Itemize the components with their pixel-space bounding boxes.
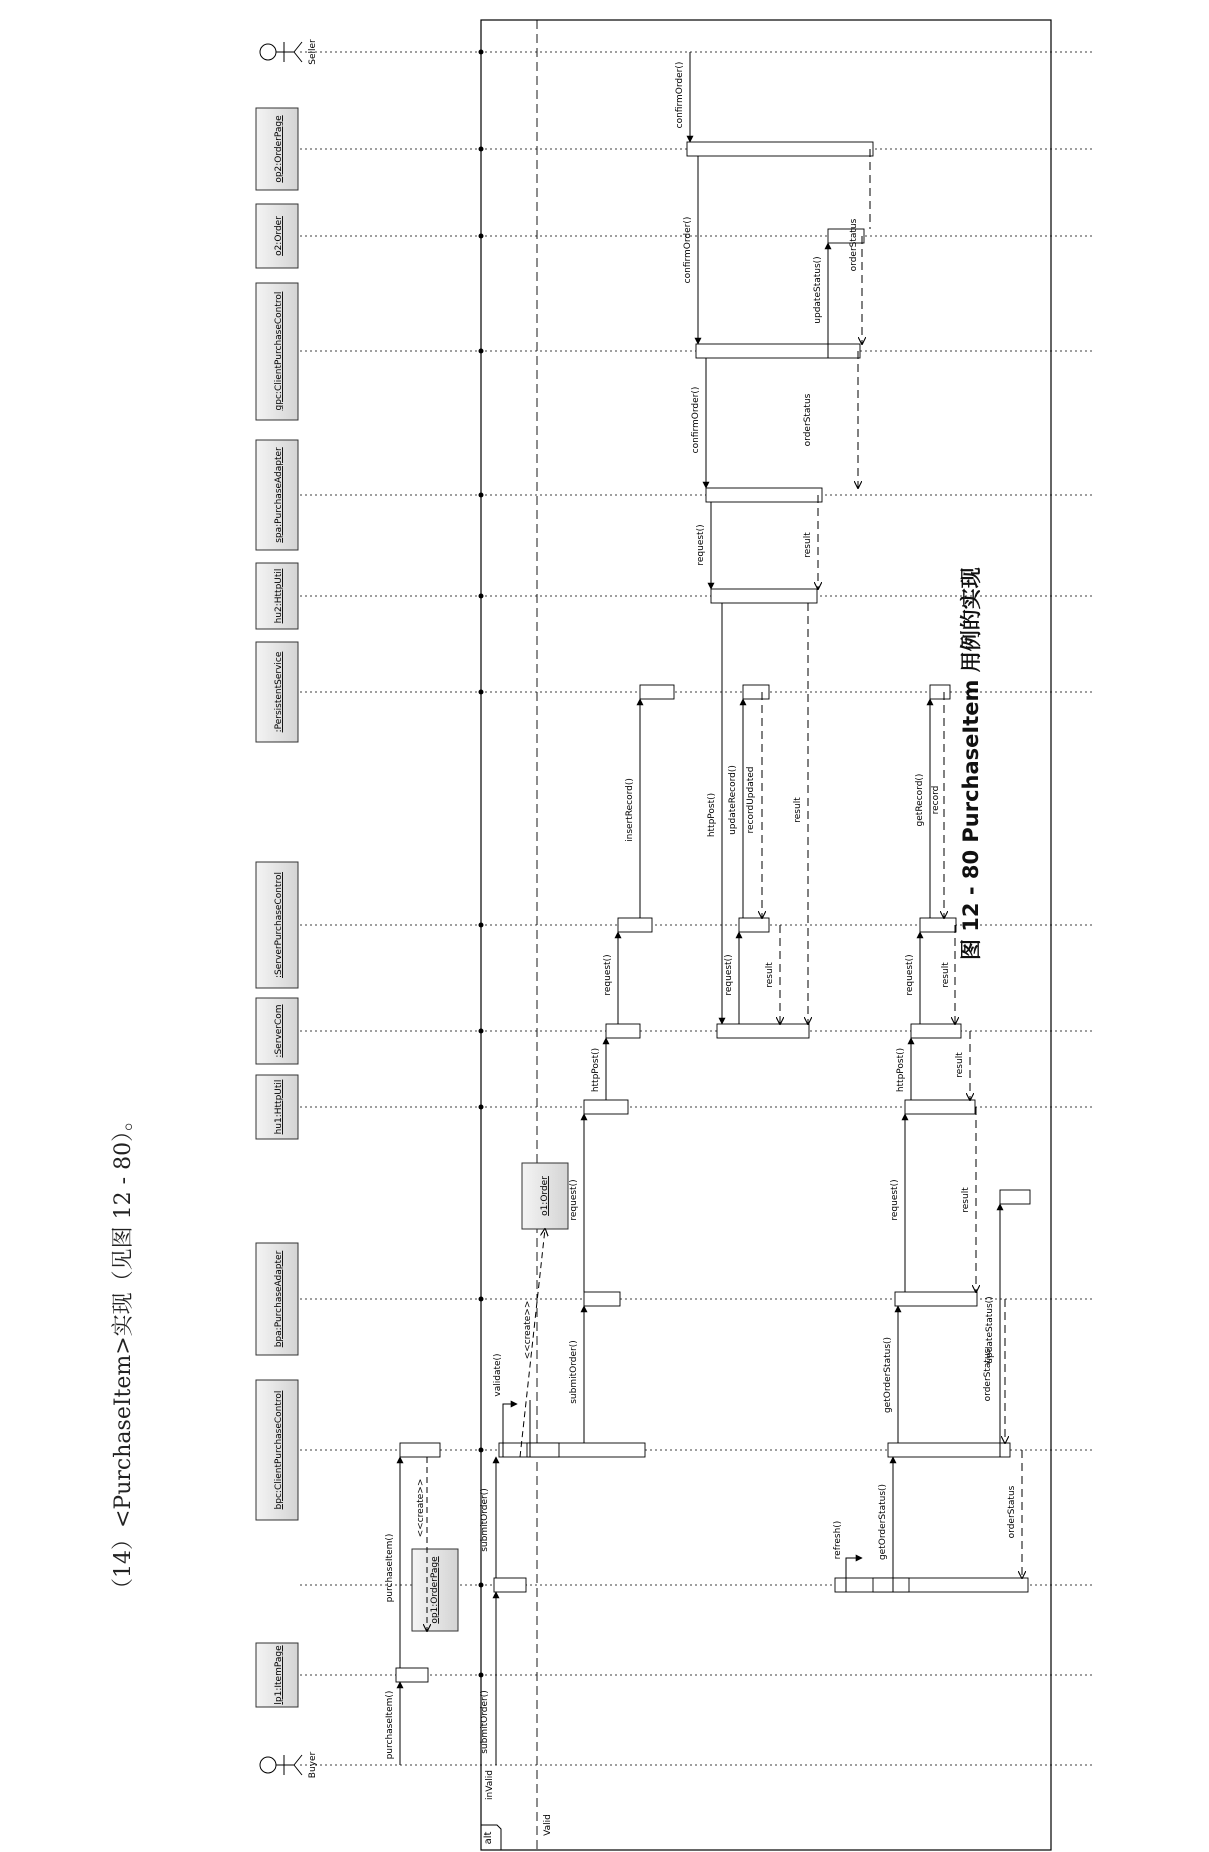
lifeline-op2: [256, 108, 298, 190]
alt-operator: alt: [483, 1831, 494, 1845]
lifeline-bpc: [256, 1380, 298, 1520]
lifeline-hu1: [256, 1075, 298, 1139]
call-messages: [400, 52, 1000, 1765]
msg-order-status-3: orderStatus: [983, 1348, 993, 1402]
msg-confirm-order-3: confirmOrder(): [691, 386, 701, 454]
msg-insert-record: insertRecord(): [625, 778, 635, 842]
activation-bars: [396, 142, 1030, 1682]
msg-submit-order-2: submitOrder(): [480, 1488, 490, 1552]
msg-create-2: <<create>>: [523, 1300, 533, 1360]
msg-order-status-2: orderStatus: [849, 218, 859, 272]
figure-title: 图 12 - 80 PurchaseItem 用例的实现: [959, 567, 983, 960]
actor-buyer-label: Buyer: [308, 1751, 318, 1779]
msg-request-2: request(): [603, 954, 613, 996]
msg-validate: validate(): [493, 1353, 503, 1397]
lifeline-hu2: [256, 563, 298, 629]
lifeline-bpa: [256, 1243, 298, 1355]
msg-order-status-1: orderStatus: [803, 393, 813, 447]
msg-result-2: result: [793, 797, 803, 823]
msg-record-updated: recordUpdated: [746, 766, 756, 834]
msg-confirm-order-1: confirmOrder(): [675, 61, 685, 129]
msg-result-4: result: [941, 962, 951, 988]
msg-http-post-1: httpPost(): [591, 1047, 601, 1093]
msg-update-record: updateRecord(): [728, 765, 738, 835]
msg-get-order-status-2: getOrderStatus(): [883, 1336, 893, 1414]
msg-request-6: request(): [905, 954, 915, 996]
msg-request-4: request(): [724, 954, 734, 996]
msg-order-status-4: orderStatus: [1007, 1485, 1017, 1539]
section-heading: （14）<PurchaseItem>实现（见图 12 - 80）。: [111, 1108, 136, 1600]
lifeline-itempage: [256, 1643, 298, 1707]
lifeline-hu2-label: hu2:HttpUtil: [274, 568, 284, 624]
msg-submit-order-3: submitOrder(): [569, 1340, 579, 1404]
lifeline-persistent: [256, 642, 298, 742]
lifeline-spc: [256, 862, 298, 988]
actor-seller: [260, 39, 318, 65]
lifeline-o2: [256, 204, 298, 268]
msg-update-status-2: updateStatus(): [985, 1296, 995, 1364]
msg-request-1: request(): [569, 1179, 579, 1221]
msg-http-post-3: httpPost(): [896, 1047, 906, 1093]
msg-result-1: result: [765, 962, 775, 988]
msg-request-3: request(): [696, 524, 706, 566]
lifeline-spa: [256, 440, 298, 550]
lifeline-gpc-label: gpc:ClientPurchaseControl: [274, 291, 284, 411]
lifeline-boxes: [256, 108, 298, 1707]
msg-submit-order-1: submitOrder(): [480, 1690, 490, 1754]
lifeline-gpc: [256, 283, 298, 420]
msg-confirm-order-2: confirmOrder(): [683, 216, 693, 284]
msg-result-6: result: [961, 1187, 971, 1213]
msg-update-status-1: updateStatus(): [813, 256, 823, 324]
object-o1-label: o1:Order: [540, 1176, 550, 1216]
msg-http-post-2: httpPost(): [707, 792, 717, 838]
guard-invalid: inValid: [485, 1770, 495, 1800]
actor-seller-label: Seller: [308, 39, 318, 65]
lifeline-op2-label: op2:OrderPage: [274, 115, 284, 183]
msg-record: record: [931, 785, 941, 815]
lifeline-itempage-label: lp1:ItemPage: [274, 1645, 284, 1705]
lifeline-bpc-label: bpc:ClientPurchaseControl: [274, 1390, 284, 1510]
lifeline-o2-label: o2:Order: [274, 216, 284, 256]
msg-request-5: request(): [890, 1179, 900, 1221]
lifeline-persistent-label: :PersistentService: [274, 651, 284, 733]
msg-create-1: <<create>>: [416, 1478, 426, 1538]
alt-fragment: [481, 20, 1051, 1850]
msg-purchase-item-2: purchaseItem(): [385, 1533, 395, 1603]
guard-valid: Valid: [543, 1814, 553, 1836]
msg-get-order-status-1: getOrderStatus(): [878, 1483, 888, 1561]
lifeline-servercom-label: :ServerCom: [274, 1004, 284, 1058]
msg-refresh: refresh(): [833, 1520, 843, 1560]
object-o1-order: [522, 1163, 568, 1229]
lifeline-servercom: [256, 998, 298, 1064]
lifeline-bpa-label: bpa:PurchaseAdapter: [274, 1250, 284, 1348]
lifeline-spa-label: spa:PurchaseAdapter: [274, 447, 284, 543]
actor-buyer: [260, 1751, 318, 1778]
object-op1-orderpage: [412, 1549, 458, 1631]
self-calls: [503, 1404, 862, 1592]
msg-result-5: result: [955, 1052, 965, 1078]
msg-purchase-item-1: purchaseItem(): [385, 1690, 395, 1760]
msg-result-3: result: [803, 532, 813, 558]
lifeline-spc-label: :ServerPurchaseControl: [274, 872, 284, 978]
msg-get-record: getRecord(): [915, 773, 925, 827]
object-op1-label: op1:OrderPage: [430, 1556, 440, 1624]
lifeline-hu1-label: hu1:HttpUtil: [274, 1079, 284, 1135]
